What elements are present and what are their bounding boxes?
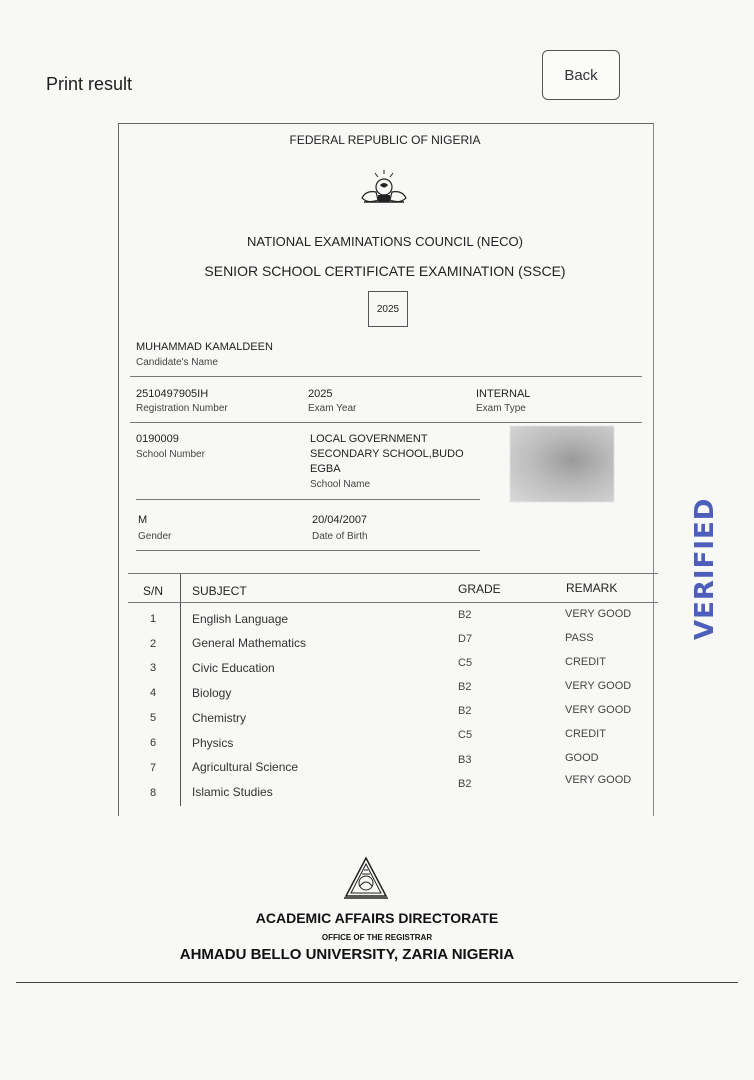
row-sn: 1	[149, 613, 157, 625]
exam-heading: SENIOR SCHOOL CERTIFICATE EXAMINATION (SSCE)	[204, 263, 566, 279]
exam-year-box: 2025	[368, 291, 408, 327]
row-remark: VERY GOOD	[565, 680, 632, 692]
table-top-border	[128, 573, 658, 574]
school-number-label: School Number	[136, 449, 205, 460]
table-header-border	[128, 602, 658, 603]
row-sn: 3	[149, 662, 157, 674]
row-remark: VERY GOOD	[565, 704, 632, 716]
date-of-birth-label: Date of Birth	[312, 531, 368, 542]
row-grade: B2	[458, 778, 472, 790]
row-remark: GOOD	[565, 752, 599, 764]
divider	[136, 550, 480, 551]
row-subject: Islamic Studies	[192, 785, 273, 799]
university-crest-icon	[340, 856, 392, 902]
council-heading: NATIONAL EXAMINATIONS COUNCIL (NECO)	[247, 234, 523, 249]
header-subject: SUBJECT	[192, 584, 247, 598]
row-subject: Civic Education	[192, 661, 275, 675]
country-heading: FEDERAL REPUBLIC OF NIGERIA	[289, 133, 481, 147]
exam-year: 2025	[308, 388, 333, 400]
back-button[interactable]: Back	[542, 50, 620, 100]
divider	[130, 422, 642, 423]
row-grade: B2	[458, 681, 472, 693]
gender-label: Gender	[138, 531, 172, 542]
exam-type: INTERNAL	[476, 388, 531, 400]
row-subject: Agricultural Science	[192, 760, 299, 774]
date-of-birth: 20/04/2007	[312, 514, 368, 526]
row-remark: PASS	[565, 632, 594, 644]
row-sn: 7	[149, 762, 157, 774]
row-subject: Chemistry	[192, 711, 247, 725]
row-remark: VERY GOOD	[565, 774, 632, 786]
row-sn: 4	[149, 687, 157, 699]
registrar-office: OFFICE OF THE REGISTRAR	[321, 933, 433, 942]
row-remark: CREDIT	[565, 656, 606, 668]
registration-number: 2510497905IH	[136, 388, 209, 400]
row-sn: 6	[149, 737, 157, 749]
row-grade: C5	[458, 729, 473, 741]
header-grade: GRADE	[458, 582, 501, 596]
row-subject: Biology	[192, 686, 232, 700]
school-name-line: EGBA	[310, 463, 341, 475]
row-grade: B3	[458, 754, 472, 766]
page-title: Print result	[46, 74, 133, 94]
directorate-heading: ACADEMIC AFFAIRS DIRECTORATE	[255, 910, 499, 926]
row-grade: D7	[458, 633, 473, 645]
registration-number-label: Registration Number	[136, 403, 228, 414]
exam-year-label: Exam Year	[308, 403, 357, 414]
row-remark: VERY GOOD	[565, 608, 632, 620]
row-subject: English Language	[192, 612, 289, 626]
candidate-name: MUHAMMAD KAMALDEEN	[136, 341, 273, 353]
row-grade: B2	[458, 705, 472, 717]
header-remark: REMARK	[566, 581, 618, 595]
exam-type-label: Exam Type	[476, 403, 526, 414]
row-sn: 8	[149, 787, 157, 799]
school-name-line: LOCAL GOVERNMENT	[310, 433, 428, 445]
row-remark: CREDIT	[565, 728, 606, 740]
university-name: AHMADU BELLO UNIVERSITY, ZARIA NIGERIA	[179, 946, 515, 963]
candidate-name-label: Candidate's Name	[136, 357, 218, 368]
divider	[130, 376, 642, 377]
footer-divider	[16, 982, 738, 983]
row-subject: General Mathematics	[192, 636, 307, 650]
verified-stamp-text: VERIFIED	[690, 497, 720, 640]
header-sn: S/N	[142, 584, 163, 598]
row-grade: C5	[458, 657, 473, 669]
row-sn: 2	[149, 638, 157, 650]
verified-stamp	[690, 470, 740, 640]
divider	[136, 499, 480, 500]
candidate-photo	[510, 426, 614, 502]
neco-crest-icon	[356, 168, 412, 208]
school-name-label: School Name	[310, 479, 371, 490]
school-name-line: SECONDARY SCHOOL,BUDO	[310, 448, 464, 460]
gender: M	[138, 514, 148, 526]
school-number: 0190009	[136, 433, 179, 445]
row-sn: 5	[149, 712, 157, 724]
sn-column-divider	[180, 574, 181, 806]
row-subject: Physics	[192, 736, 234, 750]
row-grade: B2	[458, 609, 472, 621]
